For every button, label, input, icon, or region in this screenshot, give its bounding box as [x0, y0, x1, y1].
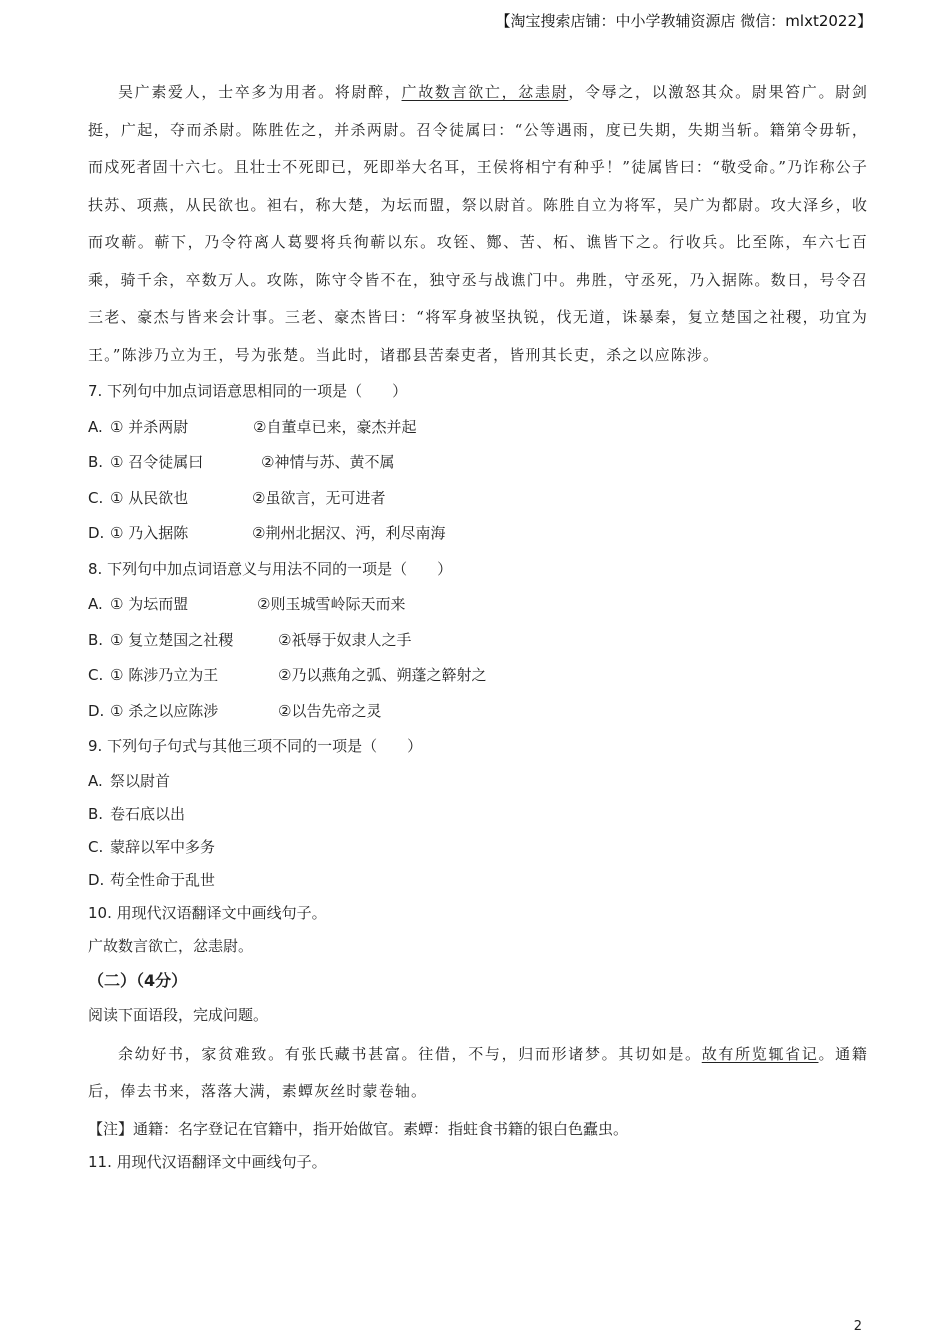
- option-label: C.: [88, 488, 104, 507]
- passage-1: [88, 74, 868, 374]
- question-9-option-c: [88, 831, 868, 864]
- question-9-stem: 9. 下列句子句式与其他三项不同的一项是（ ）: [88, 737, 423, 755]
- section-2-title: （二）（4分）: [88, 970, 188, 990]
- option-part-1: ① 杀之以应陈涉: [110, 701, 219, 720]
- option-label: B.: [88, 804, 104, 823]
- section-2-instruction: 阅读下面语段，完成问题。: [88, 1005, 269, 1024]
- question-9-option-a: [88, 765, 868, 798]
- option-label: A.: [88, 771, 103, 790]
- question-8-option-b: [88, 623, 868, 659]
- option-part-1: ① 并杀两尉: [110, 417, 189, 436]
- option-part-1: ① 为坛而盟: [110, 595, 189, 613]
- passage-1-underlined-sentence: 广故数言欲亡，忿恚尉: [401, 83, 569, 101]
- passage-1-text-before: 吴广素爱人，士卒多为用者。将尉醉，: [118, 83, 402, 101]
- option-label: A.: [88, 417, 103, 436]
- question-7-option-d: [88, 516, 868, 552]
- question-8-option-d: [88, 694, 868, 730]
- option-label: B.: [88, 630, 104, 649]
- question-7-option-a: [88, 410, 868, 446]
- option-part-1: ① 陈涉乃立为王: [110, 666, 219, 684]
- question-9-option-b: [88, 798, 868, 831]
- option-label: C.: [88, 666, 104, 684]
- page-number: 2: [853, 1319, 862, 1334]
- passage-2: [88, 1036, 868, 1111]
- option-part-2: ②自董卓已来，豪杰并起: [253, 417, 417, 436]
- option-text: 蒙辞以军中多务: [110, 837, 216, 856]
- document-body: [88, 74, 868, 1179]
- option-part-2: ②乃以燕角之弧、朔蓬之簳射之: [278, 666, 487, 684]
- option-part-1: ① 复立楚国之社稷: [110, 630, 234, 649]
- option-part-1: ① 从民欲也: [110, 488, 189, 507]
- option-label: C.: [88, 837, 104, 856]
- question-8-stem: 8. 下列句中加点词语意义与用法不同的一项是（ ）: [88, 559, 453, 578]
- question-9-option-d: [88, 864, 868, 897]
- question-7-option-b: [88, 445, 868, 481]
- passage-2-text-before: 余幼好书，家贫难致。有张氏藏书甚富。往借，不与，归而形诸梦。其切如是。: [118, 1044, 702, 1063]
- page-header: 【淘宝搜索店铺：中小学教辅资源店 微信：mlxt2022】: [495, 12, 872, 30]
- question-10-stem: 10. 用现代汉语翻译文中画线句子。: [88, 903, 327, 922]
- option-part-2: ②神情与苏、黄不属: [261, 453, 395, 471]
- question-11-stem: 11. 用现代汉语翻译文中画线句子。: [88, 1152, 327, 1171]
- question-7-option-c: [88, 481, 868, 517]
- option-part-2: ②则玉城雪岭际天而来: [257, 595, 406, 613]
- option-part-1: ① 召令徒属曰: [110, 453, 204, 471]
- option-label: B.: [88, 453, 104, 471]
- question-7-stem: 7. 下列句中加点词语意思相同的一项是（ ）: [88, 382, 408, 400]
- option-part-2: ②荆州北据汉、沔，利尽南海: [252, 524, 446, 542]
- passage-2-underlined-sentence: 故有所览辄省记: [701, 1044, 819, 1063]
- question-10-sentence: 广故数言欲亡，忿恚尉。: [88, 936, 254, 955]
- option-label: D.: [88, 701, 105, 720]
- option-text: 祭以尉首: [110, 771, 171, 790]
- question-8-option-c: [88, 658, 868, 694]
- passage-1-text-after: ，令辱之，以激怒其众。尉果笞广。尉剑挺，广起，夺而杀尉。陈胜佐之，并杀两尉。召令徒属曰：“公等遇雨，度已失期，失期当斩。籍第令毋斩，而戍死者固十六七。且壮士不死即已，死即举大名耳，王侯将相宁有种乎！”徒属皆曰：“敬受命。”乃诈称公子扶苏、项燕，从民欲也。袒右，称大楚，为坛而盟，祭以尉首。陈胜自立为将军，吴广为都尉。攻大泽乡，收而攻蕲。蕲下，乃令符离人葛婴将兵徇蕲以东。攻铚、酂、苦、柘、谯皆下之。行收兵。比至陈，车六七百乘，骑千余，卒数万人。攻陈，陈守令皆不在，独守丞与战谯门中。弗胜，守丞死，乃入据陈。数日，号令召三老、豪杰与皆来会计事。三老、豪杰皆曰：“将军身被坚执锐，伐无道，诛暴秦，复立楚国之社稷，功宜为王。”陈涉乃立为王，号为张楚。当此时，诸郡县苦秦吏者，皆刑其长吏，杀之以应陈涉。: [88, 83, 868, 364]
- option-label: A.: [88, 595, 103, 613]
- option-label: D.: [88, 524, 105, 542]
- option-part-2: ②以告先帝之灵: [278, 701, 382, 720]
- option-part-2: ②虽欲言，无可进者: [252, 488, 386, 507]
- option-part-1: ① 乃入据陈: [110, 524, 189, 542]
- question-8-option-a: [88, 587, 868, 623]
- option-text: 苟全性命于乱世: [110, 870, 216, 889]
- option-text: 卷石底以出: [110, 804, 186, 823]
- option-part-2: ②祇辱于奴隶人之手: [278, 630, 412, 649]
- annotation-note: 【注】通籍：名字登记在官籍中，指开始做官。素蟫：指蛀食书籍的银白色蠹虫。: [88, 1119, 629, 1138]
- passage-2-text-after: 。通籍后，俸去书来，落落大满，素蟫灰丝时蒙卷轴。: [88, 1044, 868, 1100]
- option-label: D.: [88, 870, 105, 889]
